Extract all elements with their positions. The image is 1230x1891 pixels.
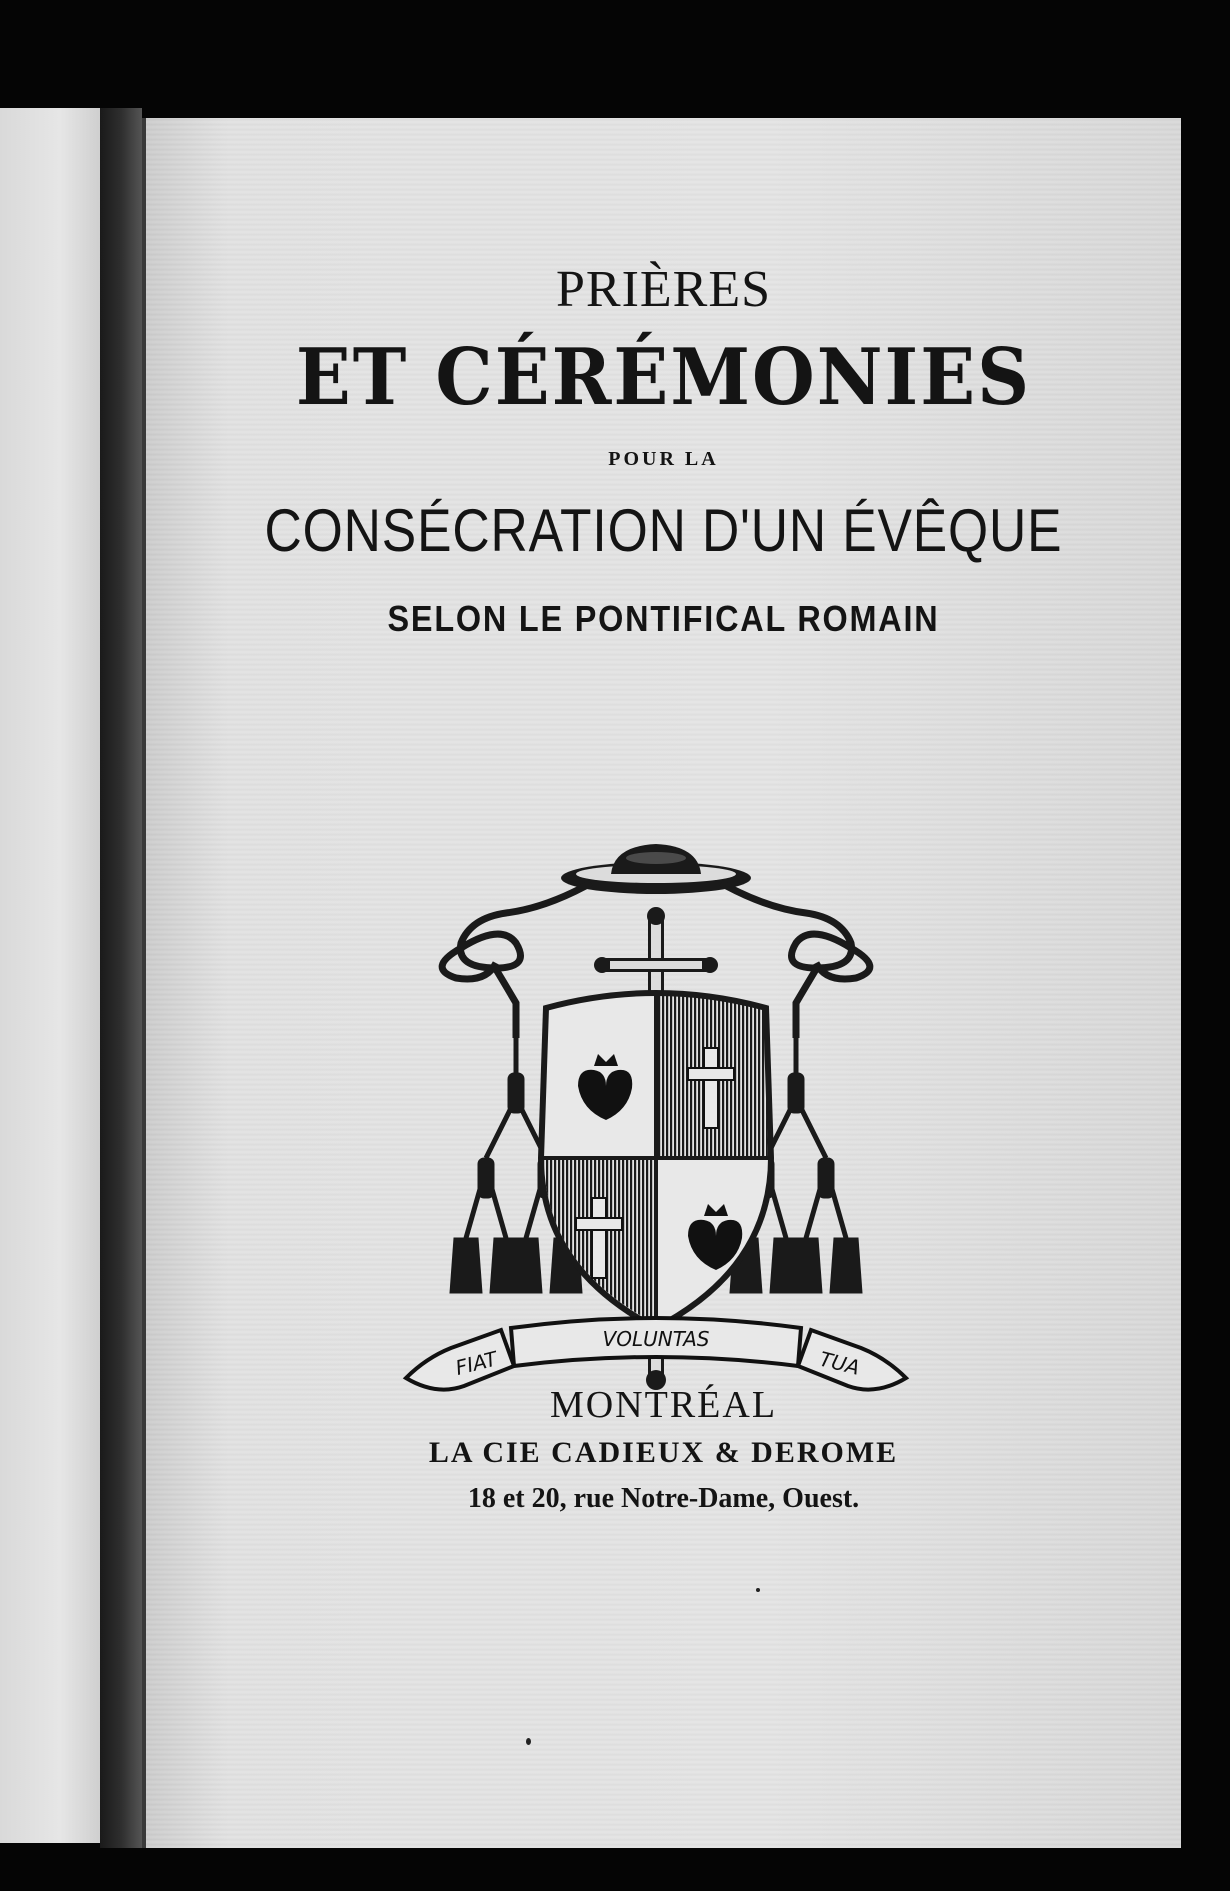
imprint-address: 18 et 20, rue Notre-Dame, Ouest.: [467, 1483, 860, 1514]
title-line-ceremonies: ET CÉRÉMONIES: [295, 330, 1032, 423]
title-line-pour-la: POUR LA: [608, 448, 719, 470]
dust-speck: [526, 1738, 531, 1745]
imprint-city: MONTRÉAL: [549, 1384, 778, 1426]
motto-word-voluntas: VOLUNTAS: [602, 1327, 710, 1351]
title-line-pontifical: SELON LE PONTIFICAL ROMAIN: [387, 598, 940, 639]
motto-word-tua: TUA: [817, 1346, 863, 1380]
title-line-prieres: PRIÈRES: [555, 261, 772, 318]
gutter-shadow: [100, 108, 142, 1848]
episcopal-coat-of-arms: [366, 718, 946, 1418]
left-page-edge: [0, 108, 103, 1843]
dust-speck: [756, 1588, 760, 1592]
imprint-publisher: LA CIE CADIEUX & DEROME: [428, 1436, 899, 1469]
motto-word-fiat: FIAT: [453, 1346, 500, 1380]
title-line-consecration: CONSÉCRATION D'UN ÉVÊQUE: [264, 497, 1063, 564]
title-page: [142, 118, 1181, 1848]
